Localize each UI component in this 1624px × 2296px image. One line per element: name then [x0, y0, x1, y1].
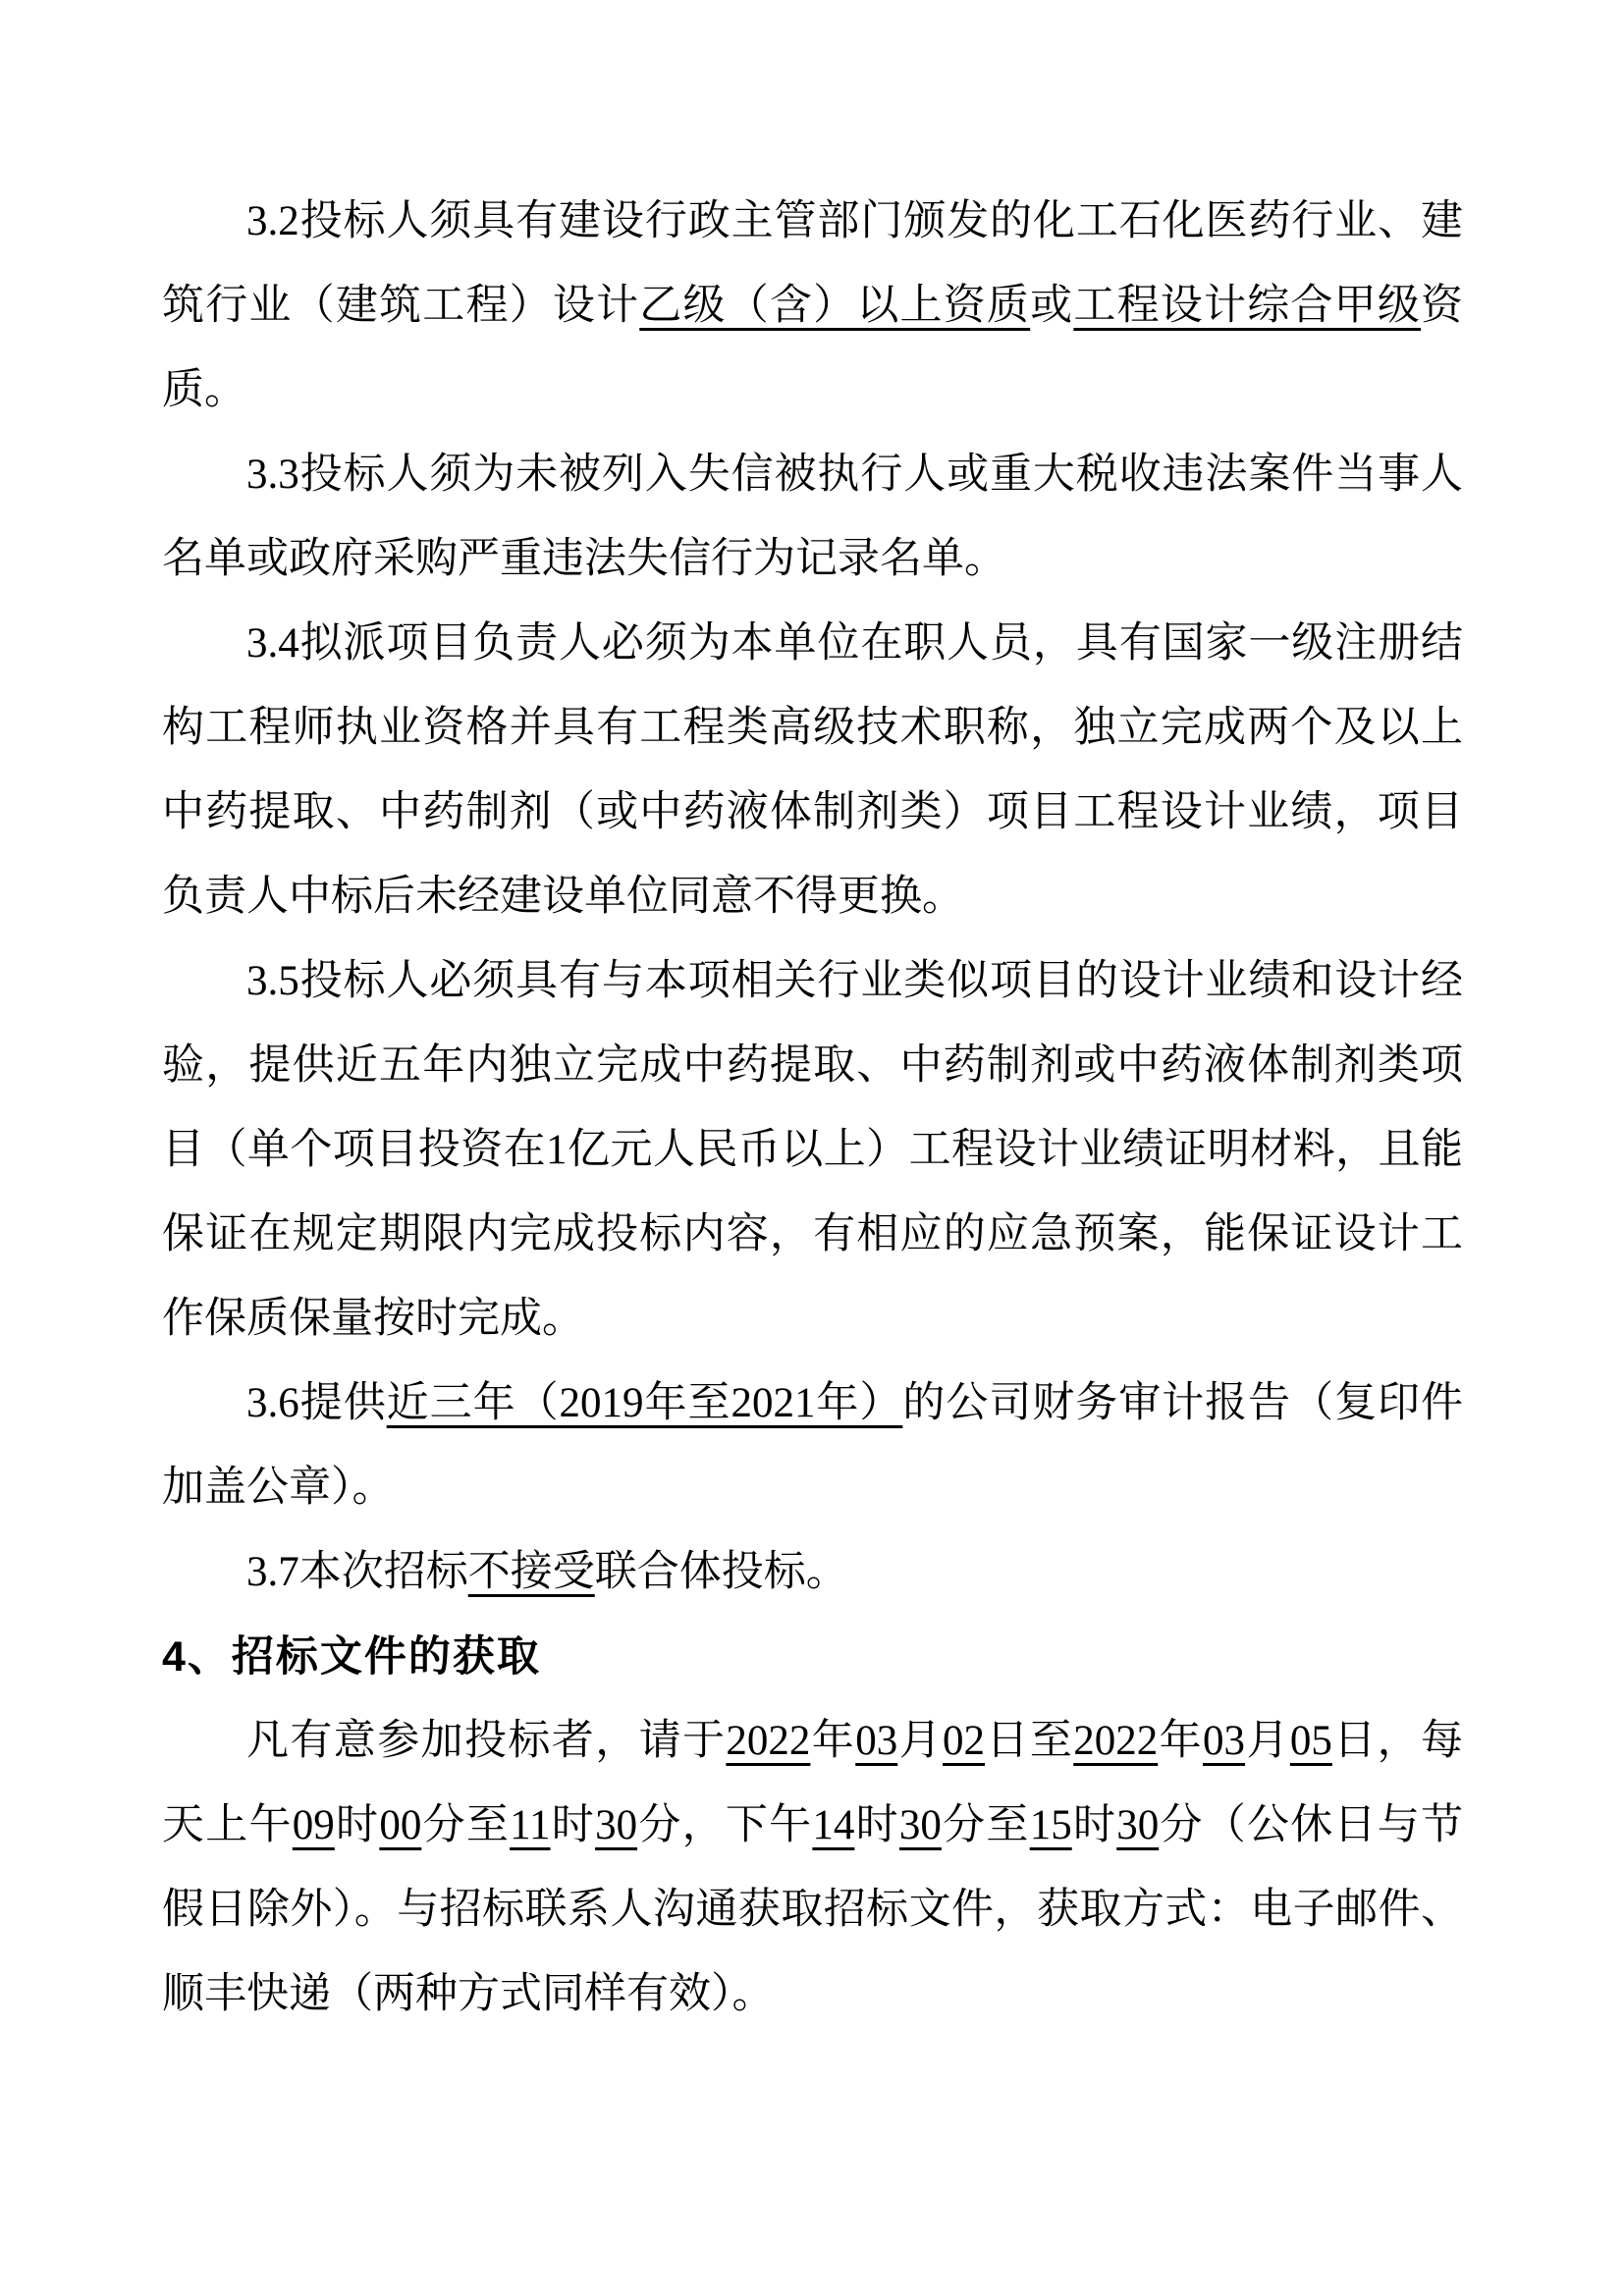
underlined-text: 30 — [595, 1802, 638, 1848]
text-run: 日，每天上午 — [162, 1718, 1464, 1848]
underlined-text: 工程设计综合甲级 — [1073, 283, 1422, 329]
underlined-text: 11 — [510, 1802, 551, 1848]
underlined-text: 02 — [943, 1718, 986, 1764]
document-body — [162, 180, 1463, 2037]
section-4-heading — [162, 1615, 1463, 1699]
underlined-text: 近三年（2019年至2021年） — [386, 1380, 903, 1426]
underlined-text: 乙级（含）以上资质 — [639, 283, 1031, 329]
text-run: 3.6提供 — [246, 1380, 387, 1426]
text-run: 3.2投标人须具有建设行政主管部门颁发的化工石化医药行业、建筑行业（建筑工程）设计 — [162, 198, 1463, 329]
underlined-text: 05 — [1289, 1718, 1332, 1764]
text-run: 年 — [1158, 1718, 1204, 1764]
text-run: 分，下午 — [637, 1802, 813, 1848]
underlined-text: 14 — [812, 1802, 855, 1848]
clause-3-2 — [162, 180, 1463, 433]
underlined-text: 03 — [1203, 1718, 1246, 1764]
clause-3-3 — [162, 433, 1463, 602]
text-run: 时 — [334, 1802, 380, 1848]
underlined-text: 2022 — [726, 1718, 811, 1764]
clause-3-5 — [162, 939, 1463, 1362]
text-run: 年 — [810, 1718, 856, 1764]
clause-3-7 — [162, 1530, 1463, 1615]
text-run: 或 — [1030, 283, 1074, 329]
text-run: 月 — [1245, 1718, 1290, 1764]
text-run: 分至 — [941, 1802, 1030, 1848]
text-run: 的公司财务审计报告（复印件加盖公章）。 — [162, 1380, 1464, 1511]
text-run: 3.7本次招标 — [246, 1549, 468, 1595]
text-run: 联合体投标。 — [594, 1549, 848, 1595]
underlined-text: 00 — [379, 1802, 422, 1848]
clause-3-6 — [162, 1362, 1463, 1530]
underlined-text: 30 — [898, 1802, 942, 1848]
underlined-text: 09 — [292, 1802, 335, 1848]
text-run: 日至 — [985, 1718, 1074, 1764]
text-run: 时 — [1071, 1802, 1117, 1848]
text-run: 分至 — [421, 1802, 511, 1848]
text-run: 凡有意参加投标者，请于 — [246, 1718, 727, 1764]
text-run: 月 — [897, 1718, 944, 1764]
text-run: 分（公休日与节假日除外）。与招标联系人沟通获取招标文件，获取方式：电子邮件、顺丰快递（两种方式同样有效）。 — [162, 1802, 1464, 2017]
underlined-text: 不接受 — [467, 1549, 595, 1595]
clause-3-4 — [162, 602, 1463, 939]
text-run: 3.4拟派项目负责人必须为本单位在职人员，具有国家一级注册结构工程师执业资格并具有工程类高级技术职称，独立完成两个及以上中药提取、中药制剂（或中药液体制剂类）项目工程设计业绩，项目负责人中标后未经建设单位同意不得更换。 — [162, 620, 1463, 920]
underlined-text: 15 — [1029, 1802, 1072, 1848]
text-run: 时 — [550, 1802, 596, 1848]
underlined-text: 30 — [1116, 1802, 1160, 1848]
text-run: 4、招标文件的获取 — [162, 1633, 541, 1681]
text-run: 时 — [854, 1802, 899, 1848]
underlined-text: 2022 — [1073, 1718, 1159, 1764]
text-run: 3.3投标人须为未被列入失信被执行人或重大税收违法案件当事人名单或政府采购严重违法失信行为记录名单。 — [162, 452, 1463, 582]
clause-4-body — [162, 1699, 1463, 2037]
underlined-text: 03 — [855, 1718, 898, 1764]
text-run: 资质。 — [162, 283, 1464, 413]
text-run: 3.5投标人必须具有与本项相关行业类似项目的设计业绩和设计经验，提供近五年内独立完成中药提取、中药制剂或中药液体制剂类项目（单个项目投资在1亿元人民币以上）工程设计业绩证明材料，且能保证在规定期限内完成投标内容，有相应的应急预案，能保证设计工作保质保量按时完成。 — [162, 958, 1463, 1342]
